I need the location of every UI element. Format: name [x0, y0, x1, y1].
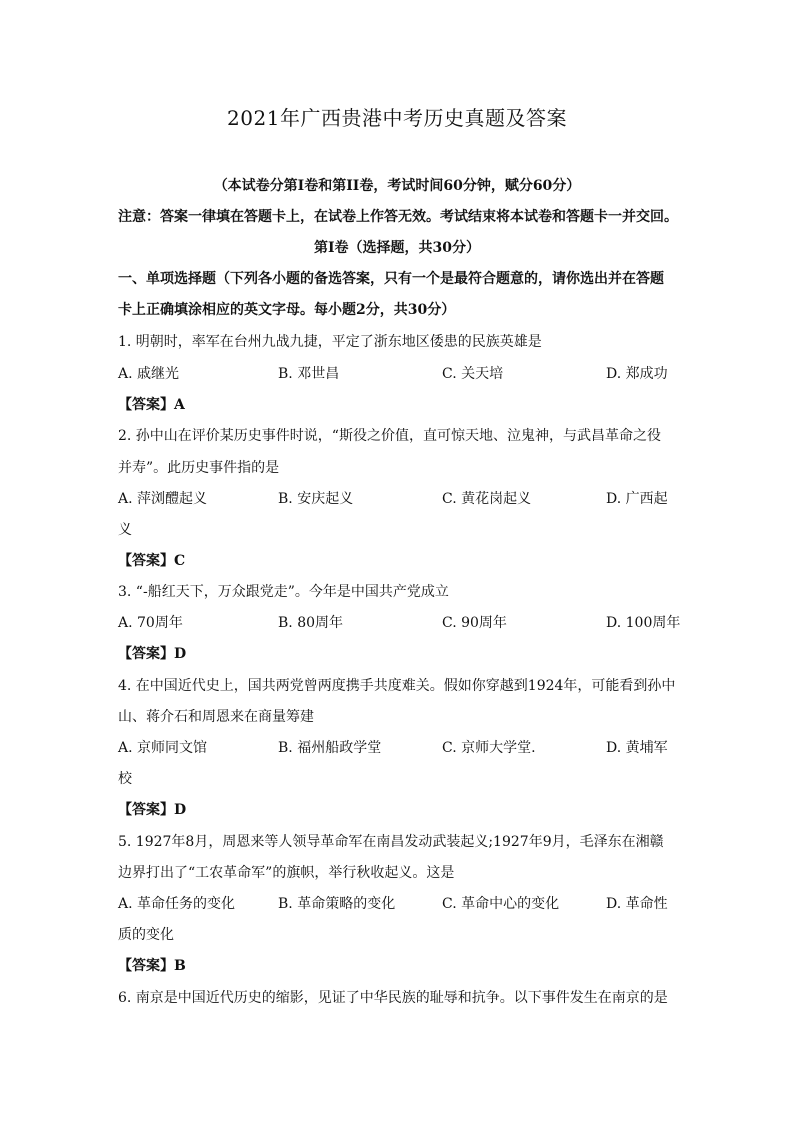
question-4-option-a: A. 京师同文馆	[118, 740, 208, 756]
question-4-option-wrap: 校	[118, 771, 132, 787]
question-3-answer: 【答案】D	[118, 646, 187, 662]
question-5-text-line-1: 5. 1927年8月，周恩来等人领导革命军在南昌发动武装起义;1927年9月，毛泽东在湘赣	[118, 834, 664, 850]
question-2-text-line-1: 2. 孙中山在评价某历史事件时说，“斯役之价值，直可惊天地、泣鬼神，与武昌革命之役	[118, 428, 661, 444]
question-3-option-a: A. 70周年	[118, 615, 183, 631]
question-1-option-b: B. 邓世昌	[278, 366, 340, 382]
exam-info: （本试卷分第I卷和第II卷，考试时间60分钟，赋分60分）	[213, 178, 581, 194]
question-6-text: 6. 南京是中国近代历史的缩影，见证了中华民族的耻辱和抗争。以下事件发生在南京的是	[118, 990, 668, 1006]
question-2-option-c: C. 黄花岗起义	[442, 491, 532, 507]
question-4-option-d: D. 黄埔军	[606, 740, 668, 756]
question-5-option-b: B. 革命策略的变化	[278, 896, 396, 912]
section-title: 第I卷（选择题，共30分）	[313, 240, 481, 256]
question-1-option-d: D. 郑成功	[606, 366, 668, 382]
instruction-line-1: 一、单项选择题（下列各小题的备选答案，只有一个是最符合题意的，请你选出并在答题	[118, 271, 664, 287]
question-4-text-line-1: 4. 在中国近代史上，国共两党曾两度携手共度难关。假如你穿越到1924年，可能看到孙中	[118, 678, 676, 694]
page-title: 2021年广西贵港中考历史真题及答案	[227, 106, 567, 130]
question-3-option-d: D. 100周年	[606, 615, 681, 631]
question-4-option-b: B. 福州船政学堂	[278, 740, 382, 756]
question-3-option-b: B. 80周年	[278, 615, 344, 631]
question-2-option-d: D. 广西起	[606, 491, 668, 507]
question-3-text: 3. “-船红天下，万众跟党走”。今年是中国共产党成立	[118, 584, 449, 600]
question-4-answer: 【答案】D	[118, 802, 187, 818]
question-5-option-wrap: 质的变化	[118, 927, 174, 943]
question-5-text-line-2: 边界打出了“工农革命军”的旗帜，举行秋收起义。这是	[118, 865, 455, 881]
question-2-option-b: B. 安庆起义	[278, 491, 354, 507]
question-1-option-a: A. 戚继光	[118, 366, 180, 382]
question-5-option-d: D. 革命性	[606, 896, 668, 912]
question-3-option-c: C. 90周年	[442, 615, 507, 631]
exam-notice: 注意：答案一律填在答题卡上，在试卷上作答无效。考试结束将本试卷和答题卡一并交回。	[118, 209, 678, 225]
question-5-option-a: A. 革命任务的变化	[118, 896, 236, 912]
question-1-text: 1. 明朝时，率军在台州九战九捷，平定了浙东地区倭患的民族英雄是	[118, 334, 542, 350]
question-2-answer: 【答案】C	[118, 553, 186, 569]
question-2-text-line-2: 并寿”。此历史事件指的是	[118, 460, 280, 476]
question-2-option-a: A. 萍浏醴起义	[118, 491, 208, 507]
question-1-answer: 【答案】A	[118, 397, 185, 413]
question-4-text-line-2: 山、蒋介石和周恩来在商量筹建	[118, 709, 314, 725]
question-4-option-c: C. 京师大学堂.	[442, 740, 536, 756]
question-2-option-wrap: 义	[118, 522, 132, 538]
instruction-line-2: 卡上正确填涂相应的英文字母。每小题2分，共30分）	[118, 302, 456, 318]
question-1-option-c: C. 关天培	[442, 366, 504, 382]
question-5-option-c: C. 革命中心的变化	[442, 896, 560, 912]
question-5-answer: 【答案】B	[118, 958, 186, 974]
